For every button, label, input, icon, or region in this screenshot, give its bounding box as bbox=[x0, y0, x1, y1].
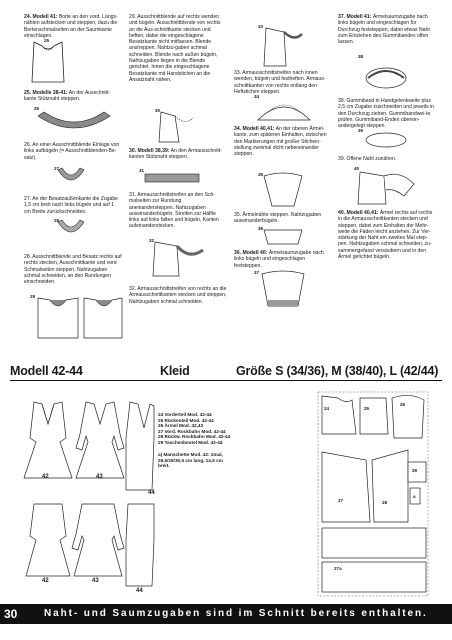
step-37: 37. Modell 41: Ärmelsaumzugabe nach links bügeln und eingeschlagen für Durchzug feststeppen, dabei etwas Naht zum Einziehen des Gummibandes offen lassen. bbox=[338, 14, 430, 46]
illustration-33: 33 bbox=[258, 24, 308, 68]
layout-label-27a: 27a bbox=[334, 566, 342, 571]
illustration-34: 34 bbox=[254, 94, 314, 124]
dress-label-e: 43 bbox=[92, 578, 99, 584]
illustration-38: 38 bbox=[358, 54, 414, 92]
dress-sketches-front bbox=[20, 398, 156, 496]
dress-label-a: 42 bbox=[42, 474, 49, 480]
dress-label-d: 42 bbox=[42, 578, 49, 584]
step-27: 27. An der Besatzaußenkante die Zugabe 1,5 cm breit nach links bügeln und auf 1 cm Breite zurückschneiden. bbox=[24, 196, 119, 215]
step-35: 35. Ärmelnähte steppen. Nahtzugaben auseinanderbügeln. bbox=[234, 212, 322, 225]
dress-label-f: 44 bbox=[136, 588, 143, 594]
layout-label-a: a bbox=[413, 494, 416, 499]
page-footer bbox=[0, 604, 452, 624]
pattern-header bbox=[10, 364, 442, 381]
step-29: 29. Ausschnittblende auf rechts wenden und bügeln. Ausschnittblende von rechts an die Aus-schnittkante stecken und heften, dabei die eingeschlagene Besatzkante nicht mitfassen. Blende anstreppen. Nahtzu-gaben schmal schneiden. Blende nach außen bügeln, Nahtzugaben liegen in die Blende gerichtet. Innen die eingeschlagene Besatzkante mit Handstichen an die Ansatznaht nähen. bbox=[129, 14, 221, 83]
part-item: 27 Vord. Rockbahn Mod. 42-44 bbox=[158, 428, 226, 434]
step-24: 24. Modell 41: Borte an den vord. Längs-nähten aufstecken und steppen, dazu die Bortenschmalseiten an der Saumkante einschlagen. bbox=[24, 14, 118, 39]
illustration-36: 36 bbox=[258, 226, 308, 248]
step-40: 40. Modell 40,41: Ärmel rechts auf rechts in die Armausschnittkanten stecken und steppen, dabei zum Einhalten der Mehr-weite die Fäden leicht anziehen. Zur Ver-stärkung der Naht ein zweites Mal step-pen. Nahtzugaben schmal schneiden, zu-sammengefasst versäubern und in den Ärmel gerichtet bügeln. bbox=[338, 210, 433, 261]
step-39: 39. Offene Naht zunähen. bbox=[338, 156, 397, 162]
layout-label-26: 26 bbox=[400, 402, 406, 407]
page-number: 30 bbox=[4, 607, 18, 621]
illustration-32: 32 bbox=[149, 238, 209, 278]
step-26: 26. An einer Ausschnittblende Einlage von links aufbügeln (= Ausschnittblenden-Be-satz). bbox=[24, 142, 120, 161]
layout-label-25: 25 bbox=[364, 406, 370, 411]
layout-label-28: 28 bbox=[382, 500, 388, 505]
illustration-37: 37 bbox=[254, 270, 312, 310]
part-item: 24 Vorderteil Mod. 42-44 bbox=[158, 412, 212, 417]
step-25: 25. Modelle 38-41: An der Ausschnitt-kante Stütznaht steppen. bbox=[24, 90, 111, 103]
illustration-39: 39 bbox=[358, 128, 414, 150]
dress-sketches-back bbox=[20, 500, 156, 594]
illustration-35: 35 bbox=[258, 172, 308, 208]
seam-allowance-note: Naht- und Saumzugaben sind im Schnitt bereits enthalten. bbox=[44, 608, 428, 619]
step-30: 30. Modell 38,39: An den Armausschnitt-kanten Stütznaht steppen. bbox=[129, 148, 222, 161]
part-item: 28 Rückw. Rockbahn Mod. 42-44 bbox=[158, 434, 231, 440]
layout-label-29: 29 bbox=[412, 468, 418, 473]
step-32: 32. Armausschnittstreifen von rechts an die Armausschnittkanten stecken und steppen, Nahtzugaben schmal schneiden. bbox=[129, 286, 227, 305]
cutting-layout bbox=[316, 390, 430, 598]
cuff-note: a) Manschette Mod. 42: 2mal, 26,5/29/30,5 cm lang, 14,5 cm breit. bbox=[158, 452, 223, 469]
size-range: Größe S (34/36), M (38/40), L (42/44) bbox=[236, 364, 439, 378]
illustration-31: 31 bbox=[139, 168, 205, 188]
pattern-parts-list bbox=[158, 412, 230, 446]
illustration-40: 40 bbox=[354, 166, 418, 206]
step-31: 31. Armausschnittstreifen an den Sch-malseiten zur Rundung aneinandersteppen. Nahtzugaben auseinanderbügeln. Streifen zur Hälfte links auf links falten und bügeln, Kanten aufeinanderstecken. bbox=[129, 192, 219, 230]
step-38: 38. Gummiband in Handgelenkweite plus 2,5 cm Zugabe zuschneiden und jeweils in den Durchzug ziehen. Gummibandwei-te prüfen. Gummiband-Enden überein-andergelegt steppen. bbox=[338, 98, 434, 130]
part-item: 26 Ärmel Mod. 42,43 bbox=[158, 423, 204, 429]
layout-label-27: 27 bbox=[338, 498, 344, 503]
illustration-27: 27 bbox=[54, 166, 88, 188]
illustration-29: 29 bbox=[30, 294, 126, 340]
step-36: 36. Modell 40: Ärmelsaumzugabe nach links bügeln und eingeschlagen feststeppen. bbox=[234, 250, 324, 269]
step-33: 33. Armausschnittstreifen nach innen wenden, bügeln und festheften. Armaus-schnittkanten von rechts entlang den Heftstichen steppen. bbox=[234, 70, 326, 95]
step-34: 34. Modell 40,41: An der oberen Ärmel-kante, zum späteren Einhalten, zwischen den Markierungen mit großer Stichein-stellung zweimal dicht nebeneinander steppen. bbox=[234, 126, 327, 158]
illustration-25: 25 bbox=[28, 38, 68, 84]
layout-label-24: 24 bbox=[324, 406, 330, 411]
part-item: 29 Taschenbeutel Mod. 42-44 bbox=[158, 439, 223, 445]
garment-type: Kleid bbox=[160, 364, 190, 378]
part-item: 25 Rückenteil Mod. 42-44 bbox=[158, 417, 214, 423]
model-title: Modell 42-44 bbox=[10, 364, 83, 378]
illustration-28: 28 bbox=[54, 218, 88, 240]
illustration-26: 26 bbox=[34, 106, 114, 136]
dress-label-c: 44 bbox=[148, 490, 155, 496]
illustration-30: 30 bbox=[155, 108, 199, 144]
step-28: 28. Ausschnittblende und Besatz rechts auf rechts stecken, Ausschnittkante und vord Schmalseiten steppen, Nahtzugaben schmal schneiden, an den Rundungen einschneiden. bbox=[24, 254, 122, 286]
dress-label-b: 43 bbox=[96, 474, 103, 480]
